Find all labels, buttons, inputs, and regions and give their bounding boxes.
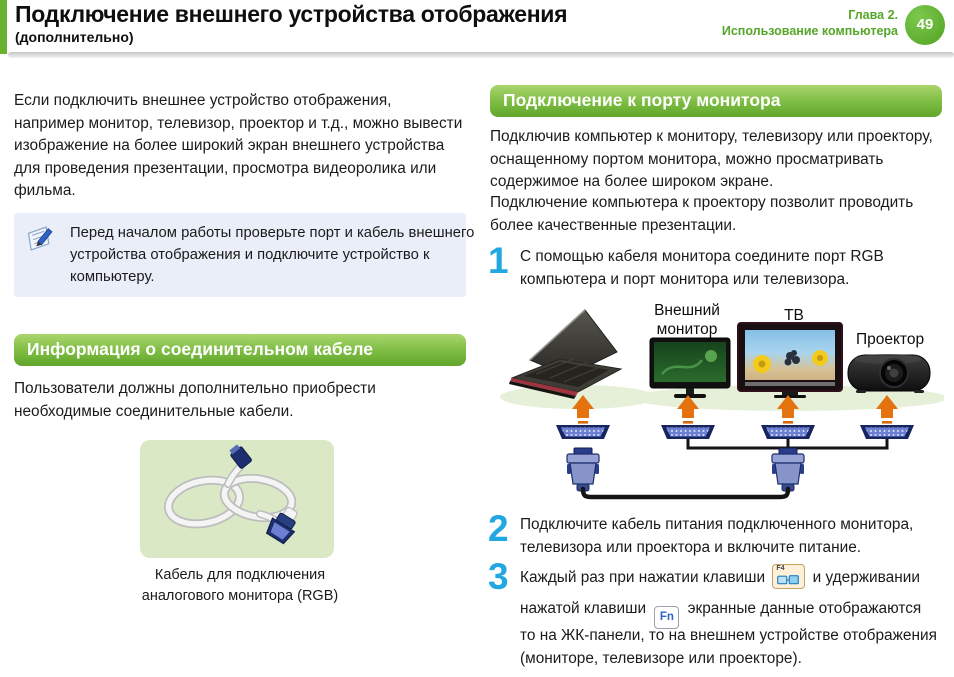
text-line: содержимое на более широком экране. [490,173,774,191]
text-line: более качественные презентации. [490,216,737,234]
cable-caption [14,565,466,607]
header-divider [8,52,954,58]
text-line: фильма. [14,182,76,200]
f4-key-label: F4 [776,565,785,572]
text-line [520,562,937,593]
vga-plug-icon [567,448,599,491]
cable-image-panel [140,440,334,558]
page-title: Подключение внешнего устройства отображения [15,1,568,27]
text-line: компьютера и порт монитора или телевизора. [520,270,850,288]
text-fragment: экранные данные отображаются [687,600,922,617]
text-fragment: и удерживании [812,569,920,586]
vga-port-icon [556,425,610,439]
dual-display-icon [777,575,799,586]
projector-illustration [848,354,930,393]
note-box [14,213,475,297]
text-line: Подключение компьютера к проектору позволит проводить [490,194,914,211]
step-text [520,243,884,291]
step-3 [488,556,954,670]
chapter-label [620,7,898,39]
text-line: Пользователи должны дополнительно приобрести [14,380,376,397]
text-line: С помощью кабеля монитора соедините порт RGB [520,248,884,265]
vga-port-icon [761,425,815,439]
step-2 [488,508,950,559]
text-line: Подключив компьютер к монитору, телевизору или проектору, [490,128,933,145]
text-line: компьютеру. [70,269,155,285]
f4-key-icon [772,564,805,589]
text-line: телевизора или проектора и включите питание. [520,538,862,556]
text-line: (мониторе, телевизоре или проекторе). [520,650,802,667]
chapter-line: Использование компьютера [721,24,898,38]
notepad-pen-icon [26,224,56,256]
cable-info-paragraph [14,378,466,423]
text-line: Перед началом работы проверьте порт и кабель внешнего [70,225,475,241]
rgb-cable-illustration [140,440,334,558]
laptop-illustration [509,310,621,399]
vga-port-icon [661,425,715,439]
step-1 [488,240,950,291]
monitor-port-paragraph-1 [490,126,952,194]
vga-plug-icon [772,448,804,491]
label-tv: ТВ [784,307,804,324]
text-line: для проведения презентации, просмотра видеоролика или [14,159,437,177]
cable-line [583,489,788,497]
page-number-badge: 49 [905,5,945,45]
text-line: оснащенному портом монитора, можно просматривать [490,150,884,168]
note-text [70,222,474,288]
tv-illustration [738,323,842,398]
text-line: необходимые соединительные кабели. [14,402,294,420]
text-line: например монитор, телевизор, проектор и т.д., можно вывести [14,114,463,132]
step-text [520,511,913,559]
fn-key-icon: Fn [654,606,679,629]
text-line [520,593,937,624]
cable-small-connector [228,443,253,469]
text-fragment: Каждый раз при нажатии клавиши [520,569,766,586]
text-line: Если подключить внешнее устройство отображения, [14,92,392,109]
step-text [520,559,937,670]
text-fragment: нажатой клавиши [520,600,647,617]
label-projector: Проектор [855,331,925,348]
label-external-monitor: Внешний монитор [654,302,720,338]
section-heading-cable-info: Информация о соединительном кабеле [14,334,466,366]
text-line: аналогового монитора (RGB) [141,588,339,604]
intro-paragraph [14,90,466,203]
chapter-line: Глава 2. [848,8,898,22]
page-subtitle: (дополнительно) [15,29,134,45]
step-number: 1 [488,240,509,281]
cable-line [688,439,887,448]
text-line: Подключите кабель питания подключенного монитора, [520,516,914,533]
step-number: 2 [488,508,509,549]
vga-port-icon [860,425,914,439]
text-line: устройства отображения и подключите устройство к [70,247,430,263]
section-heading-monitor-port: Подключение к порту монитора [490,85,942,117]
text-line: то на ЖК-панели, то на внешнем устройстве отображения [520,627,937,644]
text-line: Кабель для подключения [154,567,326,583]
text-line: изображение на более широкий экран внешнего устройства [14,137,445,155]
step-number: 3 [488,556,509,597]
connection-diagram [490,298,944,510]
header-accent-strip [0,0,7,54]
monitor-port-paragraph-2 [490,192,952,237]
